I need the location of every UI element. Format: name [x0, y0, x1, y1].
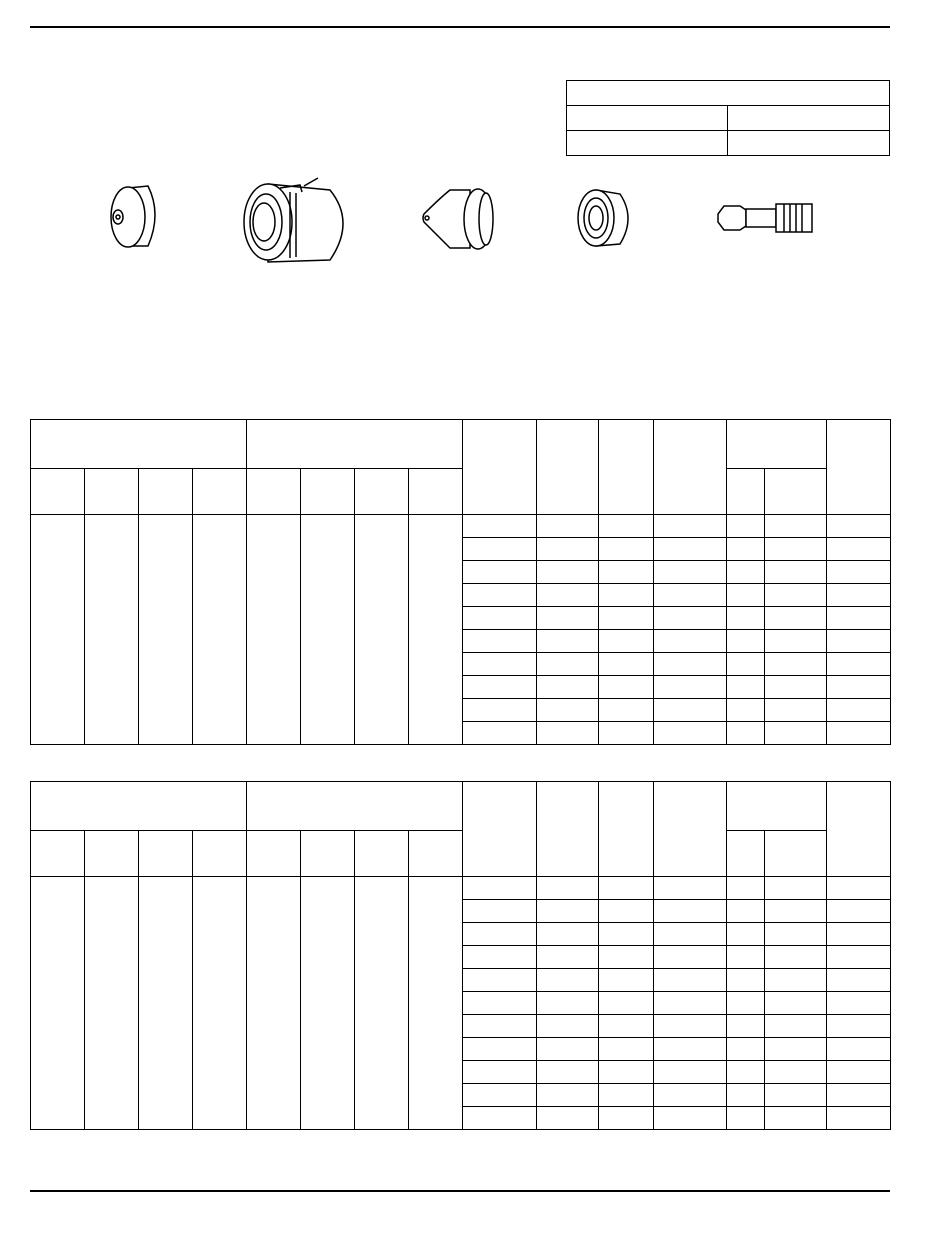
- table-cell: [654, 900, 727, 923]
- table-cell: [654, 877, 727, 900]
- table-cell: [193, 877, 247, 1130]
- table-header-row: [31, 831, 891, 877]
- table-cell: [727, 1061, 765, 1084]
- table-cell: [727, 992, 765, 1015]
- table-cell: [765, 653, 827, 676]
- table-cell: [537, 676, 599, 699]
- table-cell: [727, 676, 765, 699]
- header-cell: [31, 469, 85, 515]
- table-cell: [727, 630, 765, 653]
- header-cell: [139, 469, 193, 515]
- table-cell: [537, 584, 599, 607]
- table-cell: [463, 969, 537, 992]
- table-cell: [599, 877, 654, 900]
- table-cell: [463, 946, 537, 969]
- table-cell: [827, 900, 891, 923]
- header-cell: [537, 420, 599, 515]
- table-cell: [463, 722, 537, 745]
- table-cell: [727, 1015, 765, 1038]
- table-cell: [727, 699, 765, 722]
- header-rule: [30, 26, 890, 28]
- legend-val2: [728, 131, 890, 156]
- table-cell: [765, 946, 827, 969]
- table-cell: [727, 969, 765, 992]
- table-cell: [537, 538, 599, 561]
- table-cell: [654, 630, 727, 653]
- table-cell: [409, 877, 463, 1130]
- header-cell: [654, 782, 727, 877]
- table-cell: [85, 515, 139, 745]
- header-cell: [599, 420, 654, 515]
- table-cell: [654, 561, 727, 584]
- table-cell: [827, 923, 891, 946]
- table-cell: [765, 561, 827, 584]
- header-cell: [301, 831, 355, 877]
- group-header-1: [31, 420, 247, 469]
- table-cell: [827, 946, 891, 969]
- header-cell: [599, 782, 654, 877]
- table-cell: [85, 877, 139, 1130]
- consumable-parts-illustration: [0, 170, 950, 280]
- table-cell: [827, 1015, 891, 1038]
- table-cell: [599, 1038, 654, 1061]
- footer-rule: [30, 1190, 890, 1192]
- header-cell: [193, 469, 247, 515]
- table-cell: [463, 923, 537, 946]
- table-cell: [654, 515, 727, 538]
- table-cell: [301, 877, 355, 1130]
- header-cell: [139, 831, 193, 877]
- table-cell: [247, 877, 301, 1130]
- table-cell: [827, 722, 891, 745]
- table-cell: [537, 923, 599, 946]
- header-cell: [247, 469, 301, 515]
- header-cell: [85, 831, 139, 877]
- table-cell: [827, 1084, 891, 1107]
- table-cell: [355, 877, 409, 1130]
- table-cell: [654, 1015, 727, 1038]
- table-cell: [599, 538, 654, 561]
- header-cell: [301, 469, 355, 515]
- header-cell: [727, 831, 765, 877]
- table-cell: [765, 877, 827, 900]
- table-cell: [193, 515, 247, 745]
- table-cell: [537, 969, 599, 992]
- table-cell: [139, 515, 193, 745]
- table-cell: [409, 515, 463, 745]
- table-cell: [827, 607, 891, 630]
- table-cell: [537, 1107, 599, 1130]
- table-cell: [537, 561, 599, 584]
- table-cell: [727, 900, 765, 923]
- table-cell: [827, 561, 891, 584]
- table-cell: [463, 584, 537, 607]
- table-cell: [827, 538, 891, 561]
- table-cell: [727, 722, 765, 745]
- table-cell: [599, 900, 654, 923]
- table-cell: [654, 653, 727, 676]
- table-cell: [537, 1038, 599, 1061]
- table-cell: [654, 946, 727, 969]
- table-cell: [537, 1084, 599, 1107]
- table-cell: [654, 923, 727, 946]
- table-cell: [463, 1038, 537, 1061]
- table-cell: [463, 1107, 537, 1130]
- table-cell: [599, 722, 654, 745]
- header-cell: [727, 469, 765, 515]
- nozzle-icon: [423, 189, 493, 249]
- table-cell: [599, 992, 654, 1015]
- table-cell: [727, 607, 765, 630]
- table-cell: [654, 1107, 727, 1130]
- group-header-2: [247, 782, 463, 831]
- table-cell: [765, 1038, 827, 1061]
- header-cell: [537, 782, 599, 877]
- shield-cap-icon: [111, 186, 155, 247]
- table-cell: [599, 923, 654, 946]
- table-cell: [827, 653, 891, 676]
- table-cell: [765, 630, 827, 653]
- legend-title: [567, 81, 890, 106]
- legend-row: [567, 81, 890, 106]
- table-cell: [727, 923, 765, 946]
- table-cell: [31, 515, 85, 745]
- header-cell: [654, 420, 727, 515]
- table-cell: [463, 900, 537, 923]
- table-cell: [827, 515, 891, 538]
- table-cell: [765, 538, 827, 561]
- table-cell: [537, 630, 599, 653]
- table-cell: [537, 653, 599, 676]
- table-cell: [463, 699, 537, 722]
- table-cell: [765, 1061, 827, 1084]
- cut-chart-table-2: [30, 781, 891, 1130]
- group-header-2: [247, 420, 463, 469]
- table-cell: [765, 722, 827, 745]
- table-cell: [827, 1107, 891, 1130]
- table-cell: [599, 676, 654, 699]
- table-cell: [537, 1015, 599, 1038]
- table-cell: [727, 653, 765, 676]
- table-cell: [537, 992, 599, 1015]
- table-cell: [827, 992, 891, 1015]
- table-cell: [355, 515, 409, 745]
- table-cell: [599, 946, 654, 969]
- table-cell: [727, 561, 765, 584]
- table-cell: [599, 1107, 654, 1130]
- table-cell: [727, 1038, 765, 1061]
- header-cell: [765, 469, 827, 515]
- legend-col1: [567, 106, 728, 131]
- swirl-ring-icon: [578, 190, 628, 246]
- table-cell: [599, 653, 654, 676]
- table-cell: [599, 584, 654, 607]
- header-cell: [827, 420, 891, 515]
- table-cell: [537, 877, 599, 900]
- table-cell: [537, 515, 599, 538]
- table-cell: [765, 900, 827, 923]
- legend-table: [566, 80, 890, 156]
- table-cell: [727, 946, 765, 969]
- table-cell: [765, 923, 827, 946]
- table-cell: [827, 877, 891, 900]
- table-cell: [654, 1061, 727, 1084]
- table-cell: [727, 515, 765, 538]
- table-cell: [727, 584, 765, 607]
- table-cell: [599, 1084, 654, 1107]
- table-cell: [827, 584, 891, 607]
- table-cell: [463, 515, 537, 538]
- header-cell: [463, 782, 537, 877]
- table-cell: [463, 630, 537, 653]
- table-cell: [139, 877, 193, 1130]
- table-header-row: [31, 420, 891, 469]
- header-cell: [409, 469, 463, 515]
- header-cell: [85, 469, 139, 515]
- table-cell: [654, 538, 727, 561]
- table-cell: [463, 676, 537, 699]
- table-cell: [599, 630, 654, 653]
- table-cell: [463, 1084, 537, 1107]
- table-cell: [765, 699, 827, 722]
- table-cell: [765, 515, 827, 538]
- table-cell: [537, 900, 599, 923]
- table-cell: [537, 699, 599, 722]
- header-cell: [31, 831, 85, 877]
- table-cell: [765, 969, 827, 992]
- table-cell: [765, 1084, 827, 1107]
- table-cell: [463, 1015, 537, 1038]
- table-cell: [654, 607, 727, 630]
- table-header-row: [31, 782, 891, 831]
- table-cell: [463, 653, 537, 676]
- table-cell: [537, 722, 599, 745]
- table-cell: [827, 969, 891, 992]
- table-cell: [463, 877, 537, 900]
- table-cell: [31, 877, 85, 1130]
- table-row: [31, 515, 891, 538]
- header-cell: [463, 420, 537, 515]
- legend-val1: [567, 131, 728, 156]
- header-cell: [727, 782, 827, 831]
- legend-col2: [728, 106, 890, 131]
- header-cell: [727, 420, 827, 469]
- table-cell: [599, 1061, 654, 1084]
- table-cell: [654, 992, 727, 1015]
- table-cell: [463, 607, 537, 630]
- table-cell: [765, 584, 827, 607]
- table-cell: [537, 946, 599, 969]
- header-cell: [355, 831, 409, 877]
- electrode-icon: [718, 204, 812, 232]
- table-cell: [654, 969, 727, 992]
- table-cell: [537, 1061, 599, 1084]
- table-cell: [654, 699, 727, 722]
- table-cell: [727, 877, 765, 900]
- table-cell: [765, 1015, 827, 1038]
- table-cell: [463, 538, 537, 561]
- table-cell: [599, 515, 654, 538]
- table-cell: [599, 1015, 654, 1038]
- table-cell: [654, 722, 727, 745]
- table-cell: [765, 992, 827, 1015]
- table-cell: [827, 1038, 891, 1061]
- header-cell: [193, 831, 247, 877]
- cut-chart-table-1: [30, 419, 891, 745]
- table-cell: [654, 584, 727, 607]
- table-header-row: [31, 469, 891, 515]
- legend-row: [567, 106, 890, 131]
- table-cell: [537, 607, 599, 630]
- table-cell: [727, 1107, 765, 1130]
- table-cell: [727, 1084, 765, 1107]
- table-cell: [765, 676, 827, 699]
- table-cell: [827, 1061, 891, 1084]
- table-cell: [654, 1084, 727, 1107]
- table-cell: [599, 561, 654, 584]
- header-cell: [355, 469, 409, 515]
- table-row: [31, 877, 891, 900]
- table-cell: [765, 1107, 827, 1130]
- table-cell: [301, 515, 355, 745]
- table-cell: [463, 1061, 537, 1084]
- table-cell: [463, 992, 537, 1015]
- header-cell: [409, 831, 463, 877]
- table-cell: [765, 607, 827, 630]
- table-cell: [727, 538, 765, 561]
- header-cell: [827, 782, 891, 877]
- group-header-1: [31, 782, 247, 831]
- table-cell: [247, 515, 301, 745]
- header-cell: [765, 831, 827, 877]
- table-cell: [599, 699, 654, 722]
- retaining-cap-icon: [244, 178, 343, 262]
- table-cell: [599, 969, 654, 992]
- table-cell: [827, 630, 891, 653]
- table-cell: [654, 676, 727, 699]
- table-cell: [463, 561, 537, 584]
- legend-row: [567, 131, 890, 156]
- table-cell: [827, 699, 891, 722]
- table-cell: [654, 1038, 727, 1061]
- header-cell: [247, 831, 301, 877]
- table-cell: [827, 676, 891, 699]
- table-cell: [599, 607, 654, 630]
